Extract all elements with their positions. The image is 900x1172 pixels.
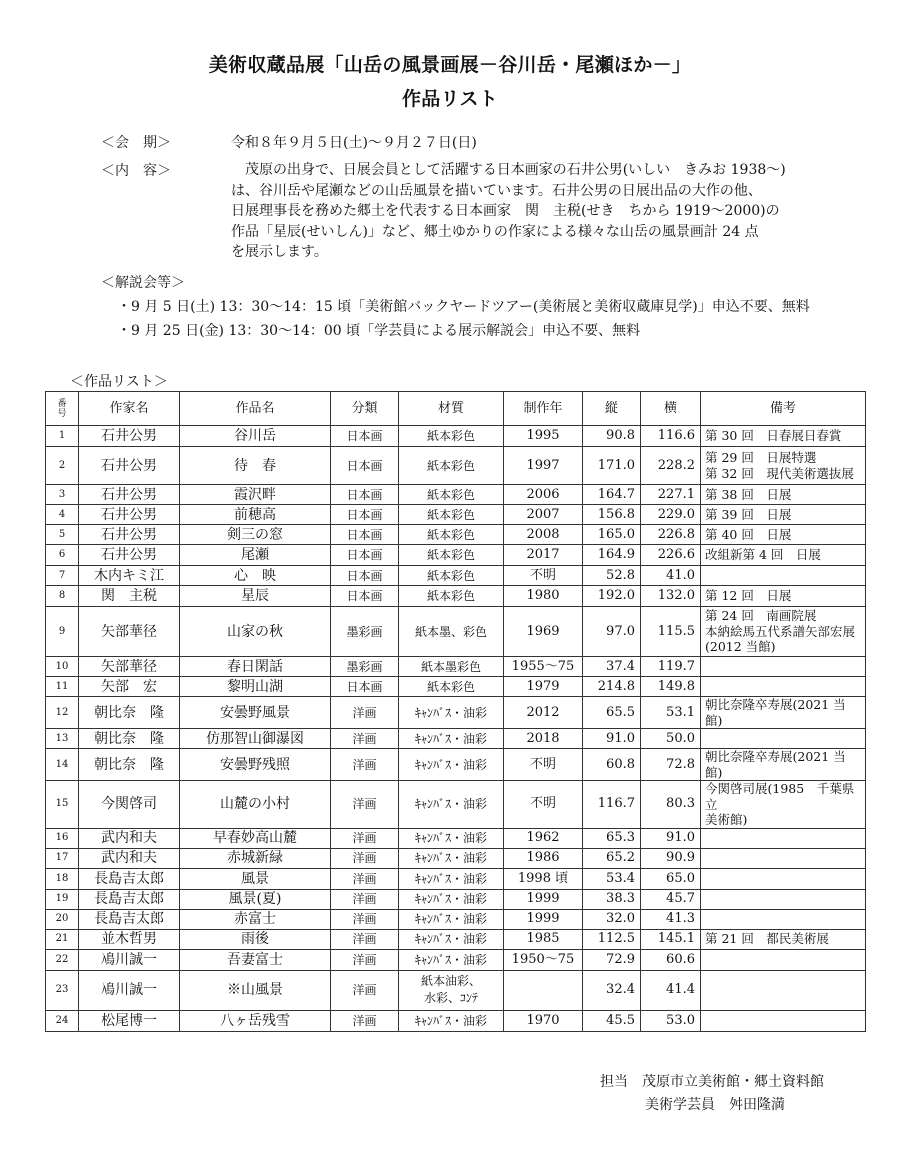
cell-height: 164.9 [583, 545, 641, 566]
cell-width: 229.0 [641, 505, 701, 525]
cell-height: 45.5 [583, 1010, 641, 1031]
cell-notes [701, 545, 866, 566]
cell-notes [701, 677, 866, 697]
cell-category: 日本画 [331, 485, 399, 505]
cell-category: 日本画 [331, 525, 399, 545]
cell-year: 1955～75 [504, 657, 583, 677]
table-row [46, 909, 866, 929]
cell-notes [701, 828, 866, 848]
cell-no: 6 [46, 545, 79, 566]
cell-no: 11 [46, 677, 79, 697]
cell-year: 1980 [504, 586, 583, 607]
cell-artist: 朝比奈 隆 [79, 749, 180, 781]
cell-material: ｷｬﾝﾊﾞｽ・油彩 [399, 1010, 504, 1031]
cell-height: 156.8 [583, 505, 641, 525]
cell-year: 不明 [504, 749, 583, 781]
cell-notes [701, 868, 866, 889]
cell-notes [701, 1010, 866, 1031]
cell-notes [701, 909, 866, 929]
content-line: 日展理事長を務めた郷土を代表する日本画家 関 主税(せき ちから 1919～2000)の [231, 203, 780, 219]
cell-width: 227.1 [641, 485, 701, 505]
content-line: 作品「星辰(せいしん)」など、郷土ゆかりの作家による様々な山岳の風景画計 24 点 [231, 223, 759, 240]
cell-title: 風景 [180, 868, 331, 889]
note-line: 第 39 回 日展 [705, 506, 792, 522]
works-table [45, 391, 866, 1032]
note-line: 第 30 回 日春展日春賞 [705, 428, 842, 444]
cell-artist: 石井公男 [79, 485, 180, 505]
cell-no: 2 [46, 447, 79, 485]
cell-no: 5 [46, 525, 79, 545]
cell-no: 18 [46, 868, 79, 889]
cell-year: 1970 [504, 1010, 583, 1031]
cell-material: ｷｬﾝﾊﾞｽ・油彩 [399, 729, 504, 749]
note-line: 第 21 回 都民美術展 [705, 931, 829, 947]
cell-title: 谷川岳 [180, 426, 331, 447]
cell-width: 132.0 [641, 586, 701, 607]
cell-width: 90.9 [641, 848, 701, 868]
cell-width: 53.1 [641, 697, 701, 729]
cell-material: ｷｬﾝﾊﾞｽ・油彩 [399, 889, 504, 909]
cell-year: 2017 [504, 545, 583, 566]
cell-artist: 朝比奈 隆 [79, 697, 180, 729]
cell-artist: 朝比奈 隆 [79, 729, 180, 749]
cell-height: 32.0 [583, 909, 641, 929]
list-label: ＜作品リスト＞ [70, 374, 168, 390]
table-row [46, 828, 866, 848]
talk-item: ・9 月 5 日(土) 13：30～14：15 頃「美術館バックヤードツアー(美術展と美術収蔵庫見学)」申込不要、無料 [117, 299, 810, 315]
cell-height: 112.5 [583, 929, 641, 949]
cell-height: 165.0 [583, 525, 641, 545]
cell-width: 45.7 [641, 889, 701, 909]
talks-label: ＜解説会等＞ [101, 275, 185, 291]
cell-category: 洋画 [331, 729, 399, 749]
table-row [46, 781, 866, 829]
table-row [46, 586, 866, 607]
header-material: 材質 [399, 392, 504, 426]
cell-category: 日本画 [331, 677, 399, 697]
cell-no: 24 [46, 1010, 79, 1031]
header-width: 横 [641, 392, 701, 426]
cell-material: ｷｬﾝﾊﾞｽ・油彩 [399, 781, 504, 829]
note-line: (2012 当館) [705, 639, 776, 655]
cell-material: 紙本彩色 [399, 426, 504, 447]
cell-category: 日本画 [331, 426, 399, 447]
cell-no: 7 [46, 566, 79, 586]
cell-width: 60.6 [641, 949, 701, 970]
cell-width: 149.8 [641, 677, 701, 697]
cell-height: 52.8 [583, 566, 641, 586]
cell-category: 洋画 [331, 949, 399, 970]
note-line: 第 38 回 日展 [705, 486, 792, 502]
cell-year: 1995 [504, 426, 583, 447]
cell-title: 前穂高 [180, 505, 331, 525]
cell-material: 紙本彩色 [399, 586, 504, 607]
cell-title: 仿那智山御瀑図 [180, 729, 331, 749]
cell-material: ｷｬﾝﾊﾞｽ・油彩 [399, 749, 504, 781]
table-row [46, 1010, 866, 1031]
cell-notes [701, 447, 866, 485]
cell-height: 65.5 [583, 697, 641, 729]
table-row [46, 545, 866, 566]
cell-title: 待 春 [180, 447, 331, 485]
cell-no: 16 [46, 828, 79, 848]
content-label: ＜内 容＞ [101, 163, 171, 179]
cell-category: 洋画 [331, 828, 399, 848]
cell-artist: 石井公男 [79, 525, 180, 545]
cell-width: 115.5 [641, 607, 701, 657]
note-line: 第 12 回 日展 [705, 588, 792, 604]
header-year: 制作年 [504, 392, 583, 426]
cell-notes [701, 586, 866, 607]
table-row [46, 485, 866, 505]
cell-material: 紙本油彩、 水彩、ｺﾝﾃ [399, 970, 504, 1010]
cell-material: 紙本墨彩色 [399, 657, 504, 677]
cell-category: 日本画 [331, 447, 399, 485]
note-line: 朝比奈隆卒寿展(2021 当館) [705, 749, 846, 780]
cell-title: 赤富士 [180, 909, 331, 929]
cell-title: 赤城新緑 [180, 848, 331, 868]
cell-height: 171.0 [583, 447, 641, 485]
cell-notes [701, 426, 866, 447]
cell-no: 23 [46, 970, 79, 1010]
cell-year: 1969 [504, 607, 583, 657]
cell-year: 1962 [504, 828, 583, 848]
cell-no: 8 [46, 586, 79, 607]
cell-category: 洋画 [331, 848, 399, 868]
period-label: ＜会 期＞ [101, 135, 171, 151]
footer-contact: 担当 茂原市立美術館・郷土資料館 [600, 1074, 824, 1090]
cell-notes [701, 697, 866, 729]
cell-height: 90.8 [583, 426, 641, 447]
table-row [46, 848, 866, 868]
cell-width: 72.8 [641, 749, 701, 781]
cell-height: 116.7 [583, 781, 641, 829]
cell-year: 1997 [504, 447, 583, 485]
table-row [46, 729, 866, 749]
cell-no: 3 [46, 485, 79, 505]
cell-width: 145.1 [641, 929, 701, 949]
cell-artist: 関 主税 [79, 586, 180, 607]
cell-notes [701, 657, 866, 677]
cell-category: 洋画 [331, 697, 399, 729]
cell-material: ｷｬﾝﾊﾞｽ・油彩 [399, 828, 504, 848]
cell-notes [701, 485, 866, 505]
cell-year [504, 970, 583, 1010]
cell-year: 不明 [504, 566, 583, 586]
cell-height: 65.2 [583, 848, 641, 868]
header-height: 縦 [583, 392, 641, 426]
note-line: 第 24 回 南画院展 [705, 608, 817, 624]
note-line: 今関啓司展(1985 千葉県立 [705, 781, 855, 812]
cell-notes [701, 607, 866, 657]
table-row [46, 505, 866, 525]
cell-category: 洋画 [331, 749, 399, 781]
table-header-row [46, 392, 866, 426]
cell-title: 吾妻富士 [180, 949, 331, 970]
cell-category: 墨彩画 [331, 657, 399, 677]
table-row [46, 970, 866, 1010]
cell-artist: 長島吉太郎 [79, 909, 180, 929]
cell-category: 洋画 [331, 781, 399, 829]
cell-width: 50.0 [641, 729, 701, 749]
cell-year: 1998 頃 [504, 868, 583, 889]
cell-width: 41.0 [641, 566, 701, 586]
cell-no: 13 [46, 729, 79, 749]
cell-height: 72.9 [583, 949, 641, 970]
cell-height: 164.7 [583, 485, 641, 505]
table-row [46, 677, 866, 697]
content-line: は、谷川岳や尾瀬などの山岳風景を描いています。石井公男の日展出品の大作の他、 [231, 182, 762, 199]
table-row [46, 889, 866, 909]
cell-height: 37.4 [583, 657, 641, 677]
table-row [46, 949, 866, 970]
cell-notes [701, 970, 866, 1010]
cell-year: 1979 [504, 677, 583, 697]
content-line: を展示します。 [231, 244, 328, 260]
cell-height: 91.0 [583, 729, 641, 749]
cell-width: 226.6 [641, 545, 701, 566]
cell-no: 14 [46, 749, 79, 781]
cell-material: 紙本彩色 [399, 485, 504, 505]
cell-artist: 今関啓司 [79, 781, 180, 829]
cell-height: 53.4 [583, 868, 641, 889]
cell-artist: 石井公男 [79, 426, 180, 447]
table-row [46, 607, 866, 657]
cell-no: 9 [46, 607, 79, 657]
cell-category: 日本画 [331, 586, 399, 607]
cell-category: 洋画 [331, 970, 399, 1010]
note-line: 美術館) [705, 812, 748, 827]
cell-material: ｷｬﾝﾊﾞｽ・油彩 [399, 949, 504, 970]
cell-artist: 武内和夫 [79, 828, 180, 848]
footer-curator: 美術学芸員 舛田隆満 [645, 1097, 785, 1113]
cell-title: 山家の秋 [180, 607, 331, 657]
cell-material: 紙本彩色 [399, 525, 504, 545]
cell-height: 32.4 [583, 970, 641, 1010]
cell-width: 53.0 [641, 1010, 701, 1031]
cell-material: ｷｬﾝﾊﾞｽ・油彩 [399, 929, 504, 949]
cell-artist: 長島吉太郎 [79, 889, 180, 909]
cell-year: 2006 [504, 485, 583, 505]
cell-artist: 松尾博一 [79, 1010, 180, 1031]
cell-artist: 石井公男 [79, 545, 180, 566]
cell-notes [701, 505, 866, 525]
cell-category: 日本画 [331, 545, 399, 566]
cell-material: ｷｬﾝﾊﾞｽ・油彩 [399, 848, 504, 868]
cell-year: 2018 [504, 729, 583, 749]
cell-year: 1999 [504, 889, 583, 909]
cell-material: 紙本彩色 [399, 677, 504, 697]
cell-year: 不明 [504, 781, 583, 829]
cell-height: 65.3 [583, 828, 641, 848]
cell-artist: 鳰川誠一 [79, 970, 180, 1010]
note-line: 本納絵馬五代系譜矢部宏展 [705, 623, 856, 639]
cell-notes [701, 848, 866, 868]
cell-artist: 並木哲男 [79, 929, 180, 949]
content-line: 茂原の出身で、日展会員として活躍する日本画家の石井公男(いしい きみお 1938～) [231, 162, 786, 178]
cell-material: ｷｬﾝﾊﾞｽ・油彩 [399, 909, 504, 929]
header-artist: 作家名 [79, 392, 180, 426]
table-row [46, 657, 866, 677]
cell-material: ｷｬﾝﾊﾞｽ・油彩 [399, 868, 504, 889]
cell-artist: 矢部華径 [79, 607, 180, 657]
cell-year: 2008 [504, 525, 583, 545]
cell-no: 10 [46, 657, 79, 677]
cell-title: ※山風景 [180, 970, 331, 1010]
table-row [46, 447, 866, 485]
cell-width: 41.3 [641, 909, 701, 929]
note-line: 改組新第 4 回 日展 [705, 547, 821, 563]
note-line: 第 32 回 現代美術選抜展 [705, 465, 854, 481]
cell-notes [701, 781, 866, 829]
table-row [46, 697, 866, 729]
table-row [46, 749, 866, 781]
cell-category: 墨彩画 [331, 607, 399, 657]
cell-height: 60.8 [583, 749, 641, 781]
cell-artist: 矢部 宏 [79, 677, 180, 697]
cell-title: 剣三の窓 [180, 525, 331, 545]
cell-notes [701, 929, 866, 949]
cell-year: 2007 [504, 505, 583, 525]
cell-title: 八ヶ岳残雪 [180, 1010, 331, 1031]
cell-artist: 石井公男 [79, 505, 180, 525]
cell-width: 116.6 [641, 426, 701, 447]
cell-notes [701, 949, 866, 970]
cell-height: 192.0 [583, 586, 641, 607]
cell-material: 紙本墨、彩色 [399, 607, 504, 657]
cell-notes [701, 525, 866, 545]
table-row [46, 426, 866, 447]
cell-artist: 石井公男 [79, 447, 180, 485]
cell-artist: 木内キミ江 [79, 566, 180, 586]
cell-material: ｷｬﾝﾊﾞｽ・油彩 [399, 697, 504, 729]
document-title: 美術収蔵品展「山岳の風景画展－谷川岳・尾瀬ほか－」 [208, 54, 692, 76]
cell-no: 1 [46, 426, 79, 447]
header-category: 分類 [331, 392, 399, 426]
cell-no: 4 [46, 505, 79, 525]
table-row [46, 929, 866, 949]
cell-width: 80.3 [641, 781, 701, 829]
cell-notes [701, 566, 866, 586]
header-title: 作品名 [180, 392, 331, 426]
cell-year: 1985 [504, 929, 583, 949]
cell-height: 38.3 [583, 889, 641, 909]
cell-category: 洋画 [331, 929, 399, 949]
table-row [46, 868, 866, 889]
cell-width: 228.2 [641, 447, 701, 485]
cell-width: 41.4 [641, 970, 701, 1010]
note-line: 第 29 回 日展特選 [705, 450, 817, 465]
cell-width: 119.7 [641, 657, 701, 677]
cell-height: 97.0 [583, 607, 641, 657]
cell-category: 洋画 [331, 909, 399, 929]
cell-material: 紙本彩色 [399, 447, 504, 485]
cell-year: 1999 [504, 909, 583, 929]
cell-title: 早春妙高山麓 [180, 828, 331, 848]
cell-year: 1986 [504, 848, 583, 868]
cell-notes [701, 889, 866, 909]
cell-title: 春日閑話 [180, 657, 331, 677]
cell-no: 19 [46, 889, 79, 909]
cell-no: 17 [46, 848, 79, 868]
cell-no: 15 [46, 781, 79, 829]
cell-title: 尾瀬 [180, 545, 331, 566]
cell-no: 21 [46, 929, 79, 949]
period-value: 令和８年９月５日(土)～９月２７日(日) [231, 135, 477, 151]
cell-title: 山麓の小村 [180, 781, 331, 829]
cell-category: 洋画 [331, 1010, 399, 1031]
cell-height: 214.8 [583, 677, 641, 697]
table-row [46, 566, 866, 586]
cell-material: 紙本彩色 [399, 505, 504, 525]
cell-title: 安曇野残照 [180, 749, 331, 781]
cell-artist: 武内和夫 [79, 848, 180, 868]
cell-width: 226.8 [641, 525, 701, 545]
note-line: 第 40 回 日展 [705, 526, 792, 542]
cell-no: 22 [46, 949, 79, 970]
cell-category: 洋画 [331, 889, 399, 909]
cell-notes [701, 729, 866, 749]
cell-year: 1950～75 [504, 949, 583, 970]
cell-artist: 長島吉太郎 [79, 868, 180, 889]
cell-title: 安曇野風景 [180, 697, 331, 729]
cell-no: 20 [46, 909, 79, 929]
note-line: 朝比奈隆卒寿展(2021 当館) [705, 697, 846, 728]
cell-category: 日本画 [331, 505, 399, 525]
cell-category: 洋画 [331, 868, 399, 889]
document-subtitle: 作品リスト [401, 88, 499, 110]
cell-artist: 鳰川誠一 [79, 949, 180, 970]
talk-item: ・9 月 25 日(金) 13：30～14：00 頃「学芸員による展示解説会」申込不要、無料 [117, 323, 641, 339]
cell-material: 紙本彩色 [399, 566, 504, 586]
cell-notes [701, 749, 866, 781]
cell-material: 紙本彩色 [399, 545, 504, 566]
cell-year: 2012 [504, 697, 583, 729]
cell-title: 黎明山湖 [180, 677, 331, 697]
header-notes: 備考 [701, 392, 866, 426]
cell-artist: 矢部華径 [79, 657, 180, 677]
content-paragraph [231, 160, 786, 263]
cell-title: 雨後 [180, 929, 331, 949]
cell-title: 心 映 [180, 566, 331, 586]
header-no: 番 号 [46, 392, 79, 426]
cell-category: 日本画 [331, 566, 399, 586]
cell-width: 91.0 [641, 828, 701, 848]
cell-title: 霞沢畔 [180, 485, 331, 505]
cell-title: 星辰 [180, 586, 331, 607]
cell-width: 65.0 [641, 868, 701, 889]
cell-title: 風景(夏) [180, 889, 331, 909]
table-row [46, 525, 866, 545]
cell-no: 12 [46, 697, 79, 729]
